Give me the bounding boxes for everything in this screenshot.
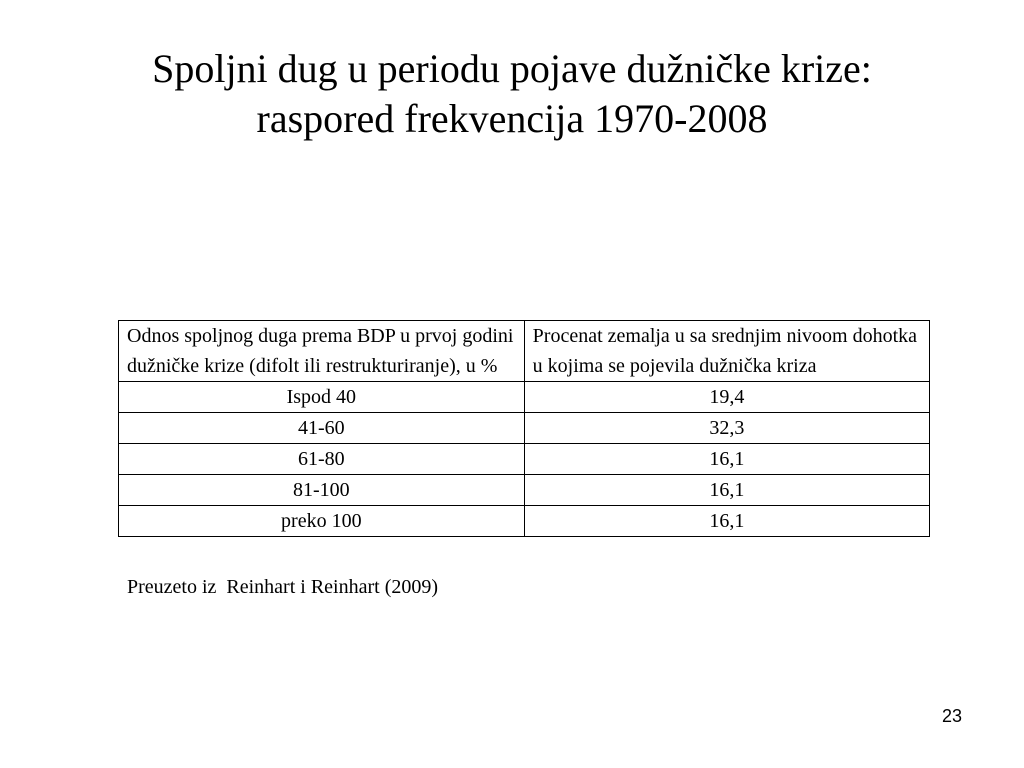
cell-percent: 32,3 bbox=[524, 413, 929, 444]
table-row bbox=[119, 444, 930, 475]
table-row bbox=[119, 382, 930, 413]
cell-percent: 19,4 bbox=[524, 382, 929, 413]
cell-percent: 16,1 bbox=[524, 444, 929, 475]
cell-range: 41-60 bbox=[119, 413, 525, 444]
page-number: 23 bbox=[941, 706, 962, 726]
table-header-row bbox=[119, 321, 930, 382]
slide-title bbox=[0, 44, 1024, 144]
cell-range: Ispod 40 bbox=[119, 382, 525, 413]
cell-range: 81-100 bbox=[119, 475, 525, 506]
header-debt-to-gdp: Odnos spoljnog duga prema BDP u prvoj godini dužničke krize (difolt ili restrukturiranje), u % bbox=[119, 321, 525, 382]
cell-range: preko 100 bbox=[119, 506, 525, 537]
table-row bbox=[119, 475, 930, 506]
slide-title-line-2: raspored frekvencija 1970-2008 bbox=[256, 96, 768, 141]
header-percent-countries: Procenat zemalja u sa srednjim nivoom dohotka u kojima se pojevila dužnička kriza bbox=[524, 321, 929, 382]
source-note: Preuzeto iz Reinhart i Reinhart (2009) bbox=[127, 576, 439, 598]
debt-frequency-table bbox=[118, 320, 930, 537]
cell-percent: 16,1 bbox=[524, 506, 929, 537]
table-row bbox=[119, 413, 930, 444]
table-row bbox=[119, 506, 930, 537]
slide-title-line-1: Spoljni dug u periodu pojave dužničke krize: bbox=[152, 46, 872, 91]
cell-range: 61-80 bbox=[119, 444, 525, 475]
cell-percent: 16,1 bbox=[524, 475, 929, 506]
